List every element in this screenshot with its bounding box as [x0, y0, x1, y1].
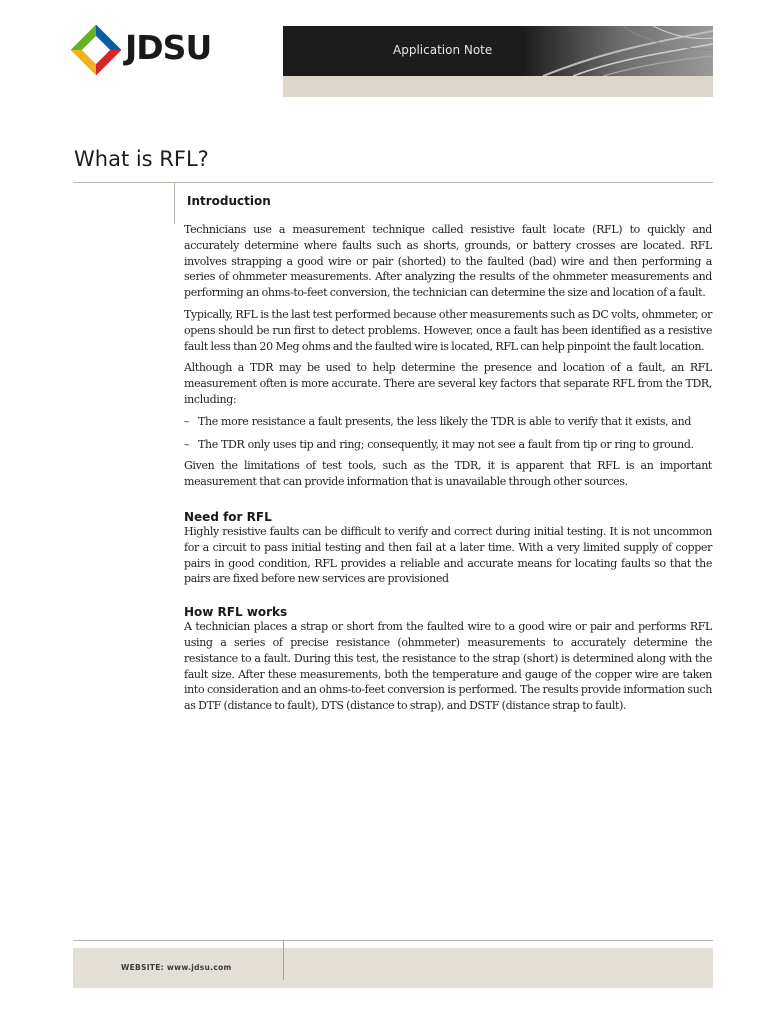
section-heading-introduction: Introduction	[187, 194, 271, 208]
bullet-dash: –	[184, 437, 190, 451]
title-divider	[73, 182, 713, 183]
how-paragraph: A technician places a strap or short from the faulted wire to a good wire or pair and performs RFL using a series of precise resistance (ohmmeter) measurements to accurately determine the resistance to a fault. During this test, the resistance to the strap (short) is determined along with the fault size. After these measurements, both the temperature and gauge of the copper wire are taken into consideration and an ohms-to-feet conversion is performed. The results provide information such as DTF (distance to fault), DTS (distance to strap), and DSTF (distance strap to fault).	[184, 620, 712, 713]
need-paragraph: Highly resistive faults can be difficult to verify and correct during initial testing. It is not uncommon for a circuit to pass initial testing and then fail at a later time. With a very limited supply of copper pairs in good condition, RFL provides a reliable and accurate means for locating faults so that the pairs are fixed before new services are provisioned	[184, 524, 712, 586]
bullet-text: The more resistance a fault presents, the less likely the TDR is able to verify that it exists, and	[198, 414, 692, 428]
footer-divider	[73, 940, 713, 941]
section-divider	[174, 182, 175, 224]
main-content	[184, 194, 712, 714]
footer	[73, 948, 713, 988]
page-title: What is RFL?	[74, 147, 209, 171]
header-banner-strip	[283, 76, 713, 97]
website-label: WEBSITE:	[121, 963, 164, 972]
intro-paragraph-4: Given the limitations of test tools, such as the TDR, it is apparent that RFL is an important measurement that can provide information that is unavailable through other sources.	[184, 459, 712, 489]
intro-paragraph-3: Although a TDR may be used to help determine the presence and location of a fault, an RFL measurement often is more accurate. There are several key factors that separate RFL from the TDR, including:	[184, 361, 712, 406]
jdsu-logo-mark-icon	[71, 25, 121, 75]
intro-paragraph-1: Technicians use a measurement technique called resistive fault locate (RFL) to quickly and accurately determine where faults such as shorts, grounds, or battery crosses are located. RFL involves strapping a good wire or pair (shorted) to the faulted (bad) wire and then performing a series of ohmmeter measurements. After analyzing the results of the ohmmeter measurements and performing an ohms-to-feet conversion, the technician can determine the size and location of a fault.	[184, 223, 712, 300]
website-link[interactable]: www.jdsu.com	[166, 963, 232, 972]
list-item	[184, 414, 712, 430]
bullet-dash: –	[184, 414, 190, 428]
document-type-label: Application Note	[393, 43, 493, 57]
section-heading-how: How RFL works	[184, 605, 288, 620]
jdsu-logo[interactable]	[71, 25, 221, 77]
intro-paragraph-2: Typically, RFL is the last test performed because other measurements such as DC volts, ohmmeter, or opens should be run first to detect problems. However, once a fault has been identified as a resistive fault less than 20 Meg ohms and the faulted wire is located, RFL can help pinpoint the fault location.	[184, 307, 712, 353]
bullet-text: The TDR only uses tip and ring; consequently, it may not see a fault from tip or ring to ground.	[198, 437, 694, 451]
logo-wordmark: JDSU	[125, 28, 212, 67]
list-item	[184, 437, 712, 453]
section-heading-need: Need for RFL	[184, 509, 272, 524]
banner-decorative-image	[523, 26, 713, 76]
footer-website	[121, 963, 232, 972]
header-banner	[283, 26, 713, 76]
footer-vertical-divider	[283, 940, 284, 980]
